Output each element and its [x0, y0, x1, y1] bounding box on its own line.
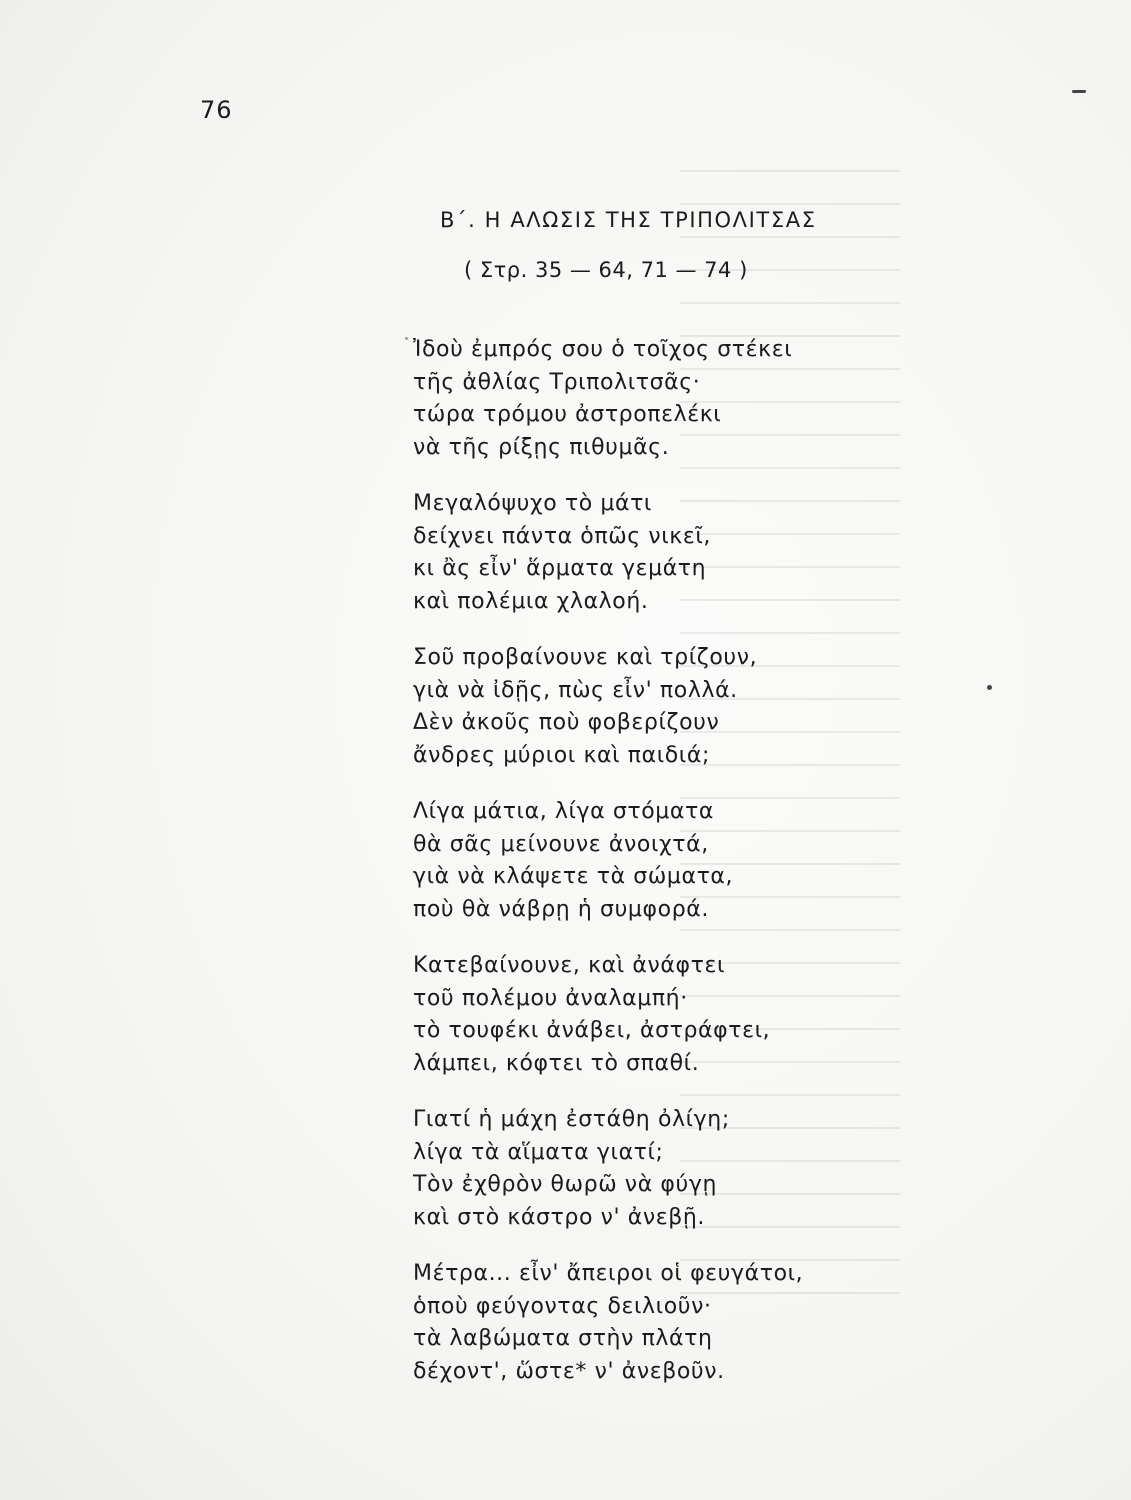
section-subheading: ( Στρ. 35 — 64, 71 — 74 ) [464, 258, 748, 282]
stanza [413, 334, 913, 464]
poem-line: ἄνδρες μύριοι καὶ παιδιά; [413, 742, 710, 768]
poem [413, 334, 913, 1412]
poem-line: Σοῦ προβαίνουνε καὶ τρίζουν, [413, 645, 758, 670]
poem-line: κι ἂς εἶν' ἅρματα γεμάτη [413, 556, 707, 581]
section-heading: Β΄. Η ΑΛΩΣΙΣ ΤΗΣ ΤΡΙΠΟΛΙΤΣΑΣ [440, 208, 817, 232]
stanza [413, 488, 913, 618]
poem-line: τὰ λαβώματα στὴν πλάτη [413, 1326, 713, 1351]
poem-line: θὰ σᾶς μείνουνε ἀνοιχτά, [413, 831, 709, 857]
stanza [413, 1258, 913, 1388]
poem-line: γιὰ νὰ ἰδῇς, πὼς εἶν' πολλά. [413, 677, 738, 703]
scan-speck [987, 685, 992, 690]
poem-line: Δὲν ἀκοῦς ποὺ φοβερίζουν [413, 710, 720, 735]
stanza [413, 950, 913, 1080]
poem-line: Λίγα μάτια, λίγα στόματα [413, 799, 714, 824]
poem-line: τὸ τουφέκι ἀνάβει, ἀστράφτει, [413, 1018, 771, 1043]
poem-line: Κατεβαίνουνε, καὶ ἀνάφτει [413, 953, 725, 978]
scan-speck [405, 337, 408, 340]
stanza [413, 1104, 913, 1234]
poem-line: δείχνει πάντα ὁπῶς νικεῖ, [413, 523, 711, 549]
poem-line: Μεγαλόψυχο τὸ μάτι [413, 491, 652, 516]
scan-speck [1072, 90, 1086, 93]
poem-line: λάμπει, κόφτει τὸ σπαθί. [413, 1050, 700, 1076]
poem-line: λίγα τὰ αἵματα γιατί; [413, 1139, 664, 1165]
poem-line: Τὸν ἐχθρὸν θωρῶ νὰ φύγῃ [413, 1172, 717, 1197]
poem-line: τῆς ἀθλίας Τριπολιτσᾶς· [413, 369, 701, 395]
poem-line: ποὺ θὰ νάβρῃ ἡ συμφορά. [413, 896, 709, 922]
stanza [413, 642, 913, 772]
poem-line: ὁποὺ φεύγοντας δειλιοῦν· [413, 1293, 712, 1319]
poem-line: τώρα τρόμου ἀστροπελέκι [413, 402, 722, 427]
poem-line: Μέτρα... εἶν' ἄπειροι οἱ φευγάτοι, [413, 1261, 804, 1286]
poem-line: τοῦ πολέμου ἀναλαμπή· [413, 985, 688, 1011]
poem-line: δέχοντ', ὥστε* ν' ἀνεβοῦν. [413, 1358, 725, 1384]
stanza [413, 796, 913, 926]
page-number: 76 [200, 96, 233, 124]
poem-line: Γιατί ἡ μάχη ἐστάθη ὀλίγη; [413, 1107, 730, 1132]
poem-line: γιὰ νὰ κλάψετε τὰ σώματα, [413, 864, 734, 889]
poem-line: νὰ τῆς ρίξῃς πιθυμᾶς. [413, 434, 670, 460]
poem-line: καὶ στὸ κάστρο ν' ἀνεβῇ. [413, 1204, 706, 1230]
poem-line: καὶ πολέμια χλαλοή. [413, 588, 649, 614]
poem-line: Ἰδοὺ ἐμπρός σου ὁ τοῖχος στέκει [413, 337, 793, 362]
